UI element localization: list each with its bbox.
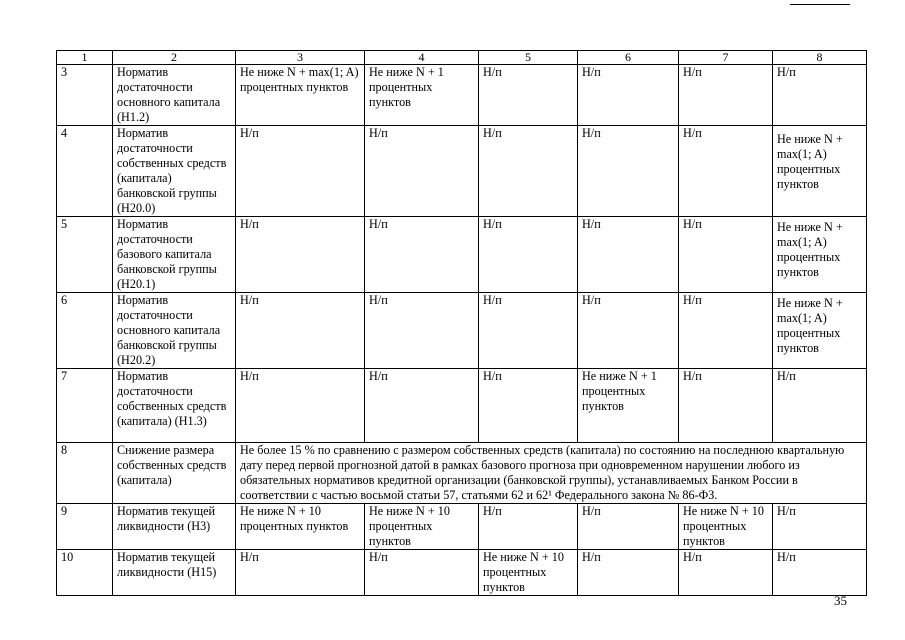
table-cell: Н/п — [773, 369, 867, 443]
table-cell: Н/п — [679, 550, 773, 596]
table-row — [57, 443, 867, 504]
table-cell: Н/п — [578, 217, 679, 293]
table-cell: Н/п — [679, 293, 773, 369]
table-cell: Не ниже N + 10 процентных пунктов — [479, 550, 578, 596]
table-cell: Н/п — [578, 550, 679, 596]
header-cell: 5 — [479, 51, 578, 65]
table-cell: Н/п — [365, 217, 479, 293]
table-cell: Н/п — [236, 550, 365, 596]
table-cell: Н/п — [679, 65, 773, 126]
row-number: 10 — [57, 550, 113, 596]
row-name: Снижение размера собственных средств (капитала) — [113, 443, 236, 504]
table-cell: Н/п — [578, 504, 679, 550]
table-cell: Н/п — [479, 126, 578, 217]
row-name: Норматив достаточности базового капитала банковской группы (Н20.1) — [113, 217, 236, 293]
header-cell: 4 — [365, 51, 479, 65]
header-cell: 8 — [773, 51, 867, 65]
row-name: Норматив достаточности собственных средств (капитала) (Н1.3) — [113, 369, 236, 443]
table-cell: Н/п — [236, 369, 365, 443]
header-cell: 1 — [57, 51, 113, 65]
table-cell: Не ниже N + 1 процентных пунктов — [578, 369, 679, 443]
table-cell: Н/п — [479, 504, 578, 550]
row-number: 5 — [57, 217, 113, 293]
top-rule — [790, 4, 850, 5]
table-cell: Н/п — [679, 369, 773, 443]
table-cell: Н/п — [773, 65, 867, 126]
header-cell: 6 — [578, 51, 679, 65]
table-cell: Н/п — [479, 369, 578, 443]
table-cell: Не ниже N + 10 процентных пунктов — [365, 504, 479, 550]
table-row — [57, 126, 867, 217]
table-row — [57, 550, 867, 596]
table-cell: Н/п — [479, 65, 578, 126]
header-cell: 3 — [236, 51, 365, 65]
row-number: 4 — [57, 126, 113, 217]
header-cell: 7 — [679, 51, 773, 65]
table-cell: Не ниже N + max(1; A) процентных пунктов — [773, 293, 867, 369]
header-row — [57, 51, 867, 65]
table-cell: Н/п — [236, 293, 365, 369]
row-number: 8 — [57, 443, 113, 504]
table-cell: Н/п — [679, 126, 773, 217]
row-number: 3 — [57, 65, 113, 126]
row-name: Норматив текущей ликвидности (Н15) — [113, 550, 236, 596]
row-name: Норматив достаточности основного капитала (Н1.2) — [113, 65, 236, 126]
page-number: 35 — [834, 593, 847, 608]
row-number: 6 — [57, 293, 113, 369]
table-row — [57, 293, 867, 369]
row-name: Норматив достаточности основного капитала банковской группы (Н20.2) — [113, 293, 236, 369]
table-row — [57, 217, 867, 293]
header-cell: 2 — [113, 51, 236, 65]
table-row — [57, 65, 867, 126]
table-cell: Не ниже N + max(1; A) процентных пунктов — [236, 65, 365, 126]
table-cell: Не ниже N + 10 процентных пунктов — [236, 504, 365, 550]
merged-cell: Не более 15 % по сравнению с размером собственных средств (капитала) по состоянию на последнюю квартальную дату перед первой прогнозной датой в рамках базового прогноза при одновременном нарушении любого из обязательных нормативов кредитной организации (банковской группы), устанавливаемых Банком России в соответствии с частью восьмой статьи 57, статьями 62 и 62¹ Федерального закона № 86-ФЗ. — [236, 443, 867, 504]
table-cell: Н/п — [365, 126, 479, 217]
table-cell: Н/п — [365, 369, 479, 443]
regulatory-table — [56, 50, 867, 596]
table-cell: Н/п — [479, 217, 578, 293]
table-cell: Н/п — [578, 293, 679, 369]
row-number: 7 — [57, 369, 113, 443]
table-cell: Н/п — [578, 126, 679, 217]
table-cell: Н/п — [578, 65, 679, 126]
table-row — [57, 369, 867, 443]
table-cell: Не ниже N + max(1; A) процентных пунктов — [773, 126, 867, 217]
table-cell: Н/п — [479, 293, 578, 369]
table-row — [57, 504, 867, 550]
table-cell: Н/п — [773, 550, 867, 596]
table-cell: Н/п — [773, 504, 867, 550]
table-cell: Не ниже N + 1 процентных пунктов — [365, 65, 479, 126]
table-cell: Не ниже N + 10 процентных пунктов — [679, 504, 773, 550]
table-cell: Н/п — [365, 293, 479, 369]
table-cell: Н/п — [236, 217, 365, 293]
table-cell: Н/п — [236, 126, 365, 217]
row-name: Норматив достаточности собственных средств (капитала) банковской группы (Н20.0) — [113, 126, 236, 217]
row-name: Норматив текущей ликвидности (Н3) — [113, 504, 236, 550]
row-number: 9 — [57, 504, 113, 550]
table-cell: Не ниже N + max(1; A) процентных пунктов — [773, 217, 867, 293]
table-cell: Н/п — [365, 550, 479, 596]
table-cell: Н/п — [679, 217, 773, 293]
